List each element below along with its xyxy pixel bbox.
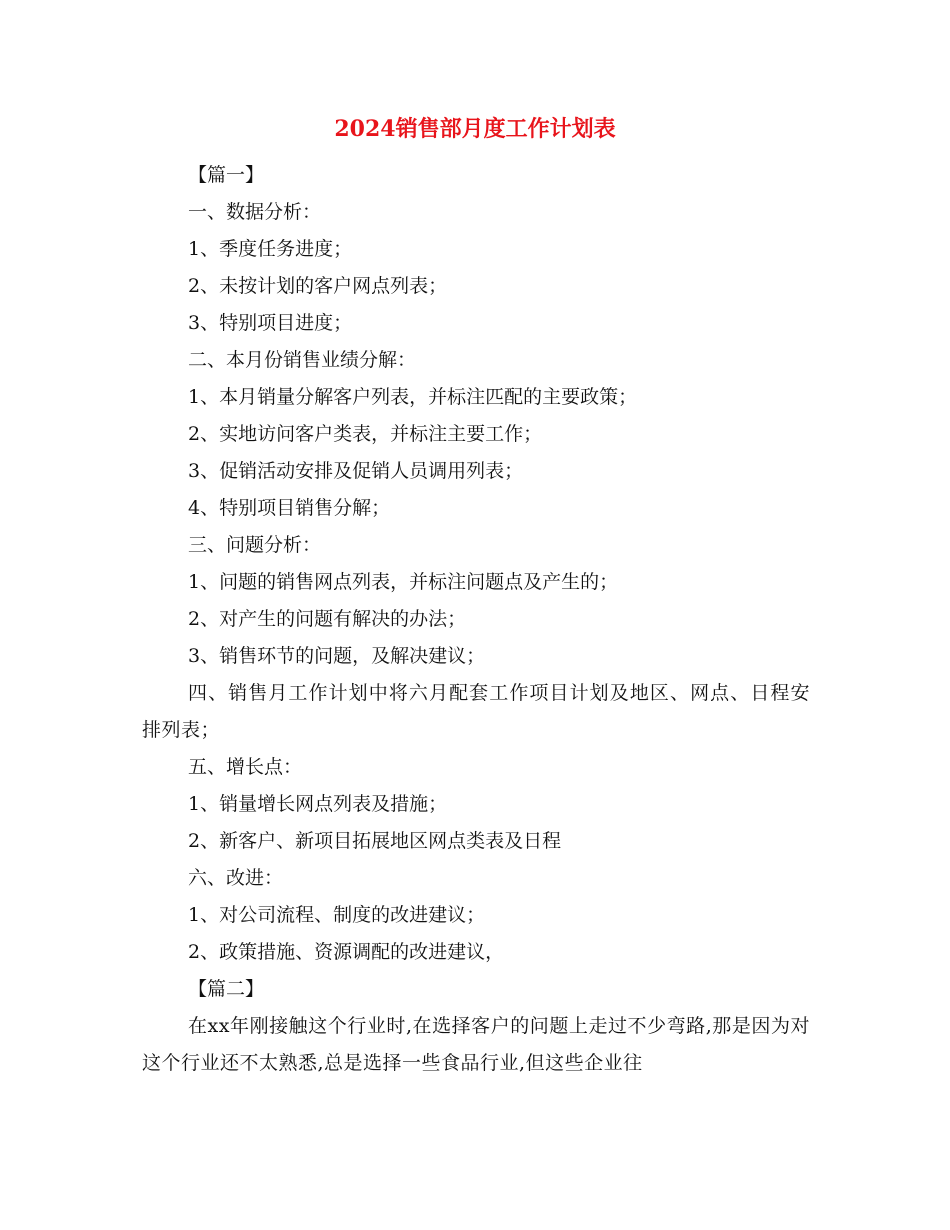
list-item: 3、促销活动安排及促销人员调用列表；: [188, 460, 524, 482]
list-item: 1、对公司流程、制度的改进建议；: [188, 904, 486, 926]
list-item: 2、未按计划的客户网点列表；: [188, 275, 448, 297]
list-item: 2、新客户、新项目拓展地区网点类表及日程: [188, 830, 562, 852]
list-item: 3、销售环节的问题，及解决建议；: [188, 645, 486, 667]
list-item: 4、特别项目销售分解；: [188, 497, 391, 519]
list-item: 2、实地访问客户类表，并标注主要工作；: [188, 423, 543, 445]
heading-sales-breakdown: 二、本月份销售业绩分解：: [188, 349, 417, 371]
heading-growth-points: 五、增长点：: [188, 756, 303, 778]
heading-problem-analysis: 三、问题分析：: [188, 534, 322, 556]
list-item: 2、政策措施、资源调配的改进建议，: [188, 941, 505, 963]
list-item: 1、季度任务进度；: [188, 238, 353, 260]
heading-improvement: 六、改进：: [188, 867, 284, 889]
list-item: 2、对产生的问题有解决的办法；: [188, 608, 467, 630]
section-heading-part-one: 【篇一】: [188, 164, 265, 186]
list-item: 1、问题的销售网点列表，并标注问题点及产生的；: [188, 571, 619, 593]
heading-data-analysis: 一、数据分析：: [188, 201, 322, 223]
paragraph-work-plan: 四、销售月工作计划中将六月配套工作项目计划及地区、网点、日程安排列表；: [142, 682, 810, 741]
list-item: 1、销量增长网点列表及措施；: [188, 793, 448, 815]
list-item: 1、本月销量分解客户列表，并标注匹配的主要政策；: [188, 386, 638, 408]
list-item: 3、特别项目进度；: [188, 312, 353, 334]
document-title: 2024销售部月度工作计划表: [334, 116, 616, 142]
section-heading-part-two: 【篇二】: [188, 978, 265, 1000]
document-body: [142, 157, 810, 1082]
paragraph-intro: 在xx年刚接触这个行业时,在选择客户的问题上走过不少弯路,那是因为对这个行业还不太熟悉,总是选择一些食品行业,但这些企业往: [142, 1015, 810, 1074]
